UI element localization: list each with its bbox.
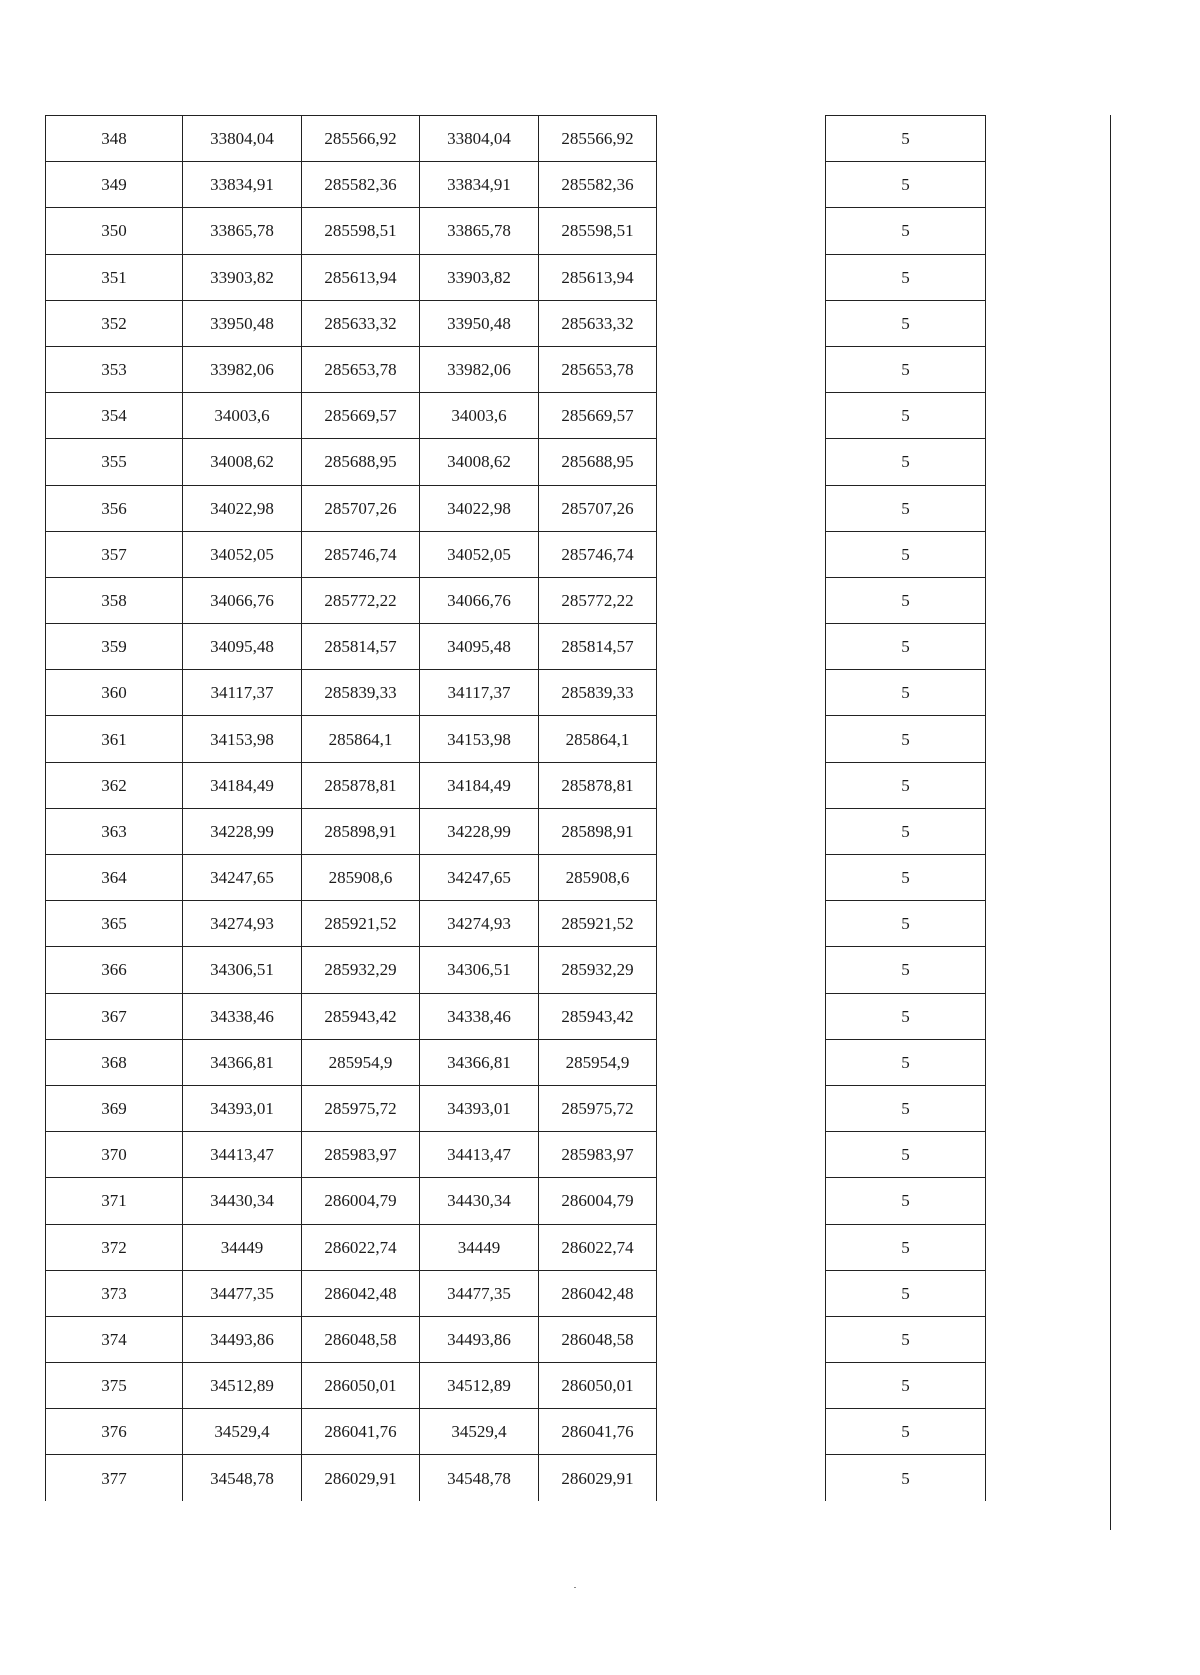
- x-coordinate-cell: 34306,51: [183, 947, 302, 993]
- point-number-cell: 357: [46, 531, 183, 577]
- accuracy-cell: 5: [826, 531, 986, 577]
- y-coordinate-cell: 285746,74: [302, 531, 420, 577]
- y-coordinate-cell: 286050,01: [302, 1363, 420, 1409]
- table-row: [826, 1409, 986, 1455]
- table-row: [826, 393, 986, 439]
- accuracy-cell: 5: [826, 808, 986, 854]
- y-coordinate-cell: 285669,57: [302, 393, 420, 439]
- table-row: [826, 254, 986, 300]
- x-coordinate-cell: 33834,91: [420, 162, 539, 208]
- x-coordinate-cell: 34393,01: [183, 1085, 302, 1131]
- table-row: [826, 1316, 986, 1362]
- accuracy-cell: 5: [826, 162, 986, 208]
- table-row: [46, 1132, 657, 1178]
- point-number-cell: 370: [46, 1132, 183, 1178]
- point-number-cell: 355: [46, 439, 183, 485]
- x-coordinate-cell: 34477,35: [183, 1270, 302, 1316]
- accuracy-cell: 5: [826, 1270, 986, 1316]
- y-coordinate-cell: 285932,29: [302, 947, 420, 993]
- point-number-cell: 349: [46, 162, 183, 208]
- x-coordinate-cell: 33982,06: [420, 346, 539, 392]
- table-row: [46, 1039, 657, 1085]
- point-number-cell: 356: [46, 485, 183, 531]
- y-coordinate-cell: 285613,94: [302, 254, 420, 300]
- y-coordinate-cell: 285921,52: [302, 901, 420, 947]
- accuracy-cell: 5: [826, 1224, 986, 1270]
- y-coordinate-cell: 285633,32: [302, 300, 420, 346]
- y-coordinate-cell: 285839,33: [302, 670, 420, 716]
- coordinates-table-body: [46, 116, 657, 1502]
- x-coordinate-cell: 34247,65: [420, 855, 539, 901]
- x-coordinate-cell: 34184,49: [420, 762, 539, 808]
- accuracy-cell: 5: [826, 1132, 986, 1178]
- y-coordinate-cell: 285707,26: [539, 485, 657, 531]
- right-border-line: [1110, 115, 1111, 1530]
- point-number-cell: 353: [46, 346, 183, 392]
- y-coordinate-cell: 286042,48: [302, 1270, 420, 1316]
- table-row: [826, 901, 986, 947]
- point-number-cell: 376: [46, 1409, 183, 1455]
- x-coordinate-cell: 33804,04: [420, 116, 539, 162]
- table-row: [826, 300, 986, 346]
- y-coordinate-cell: 286041,76: [539, 1409, 657, 1455]
- y-coordinate-cell: 285908,6: [302, 855, 420, 901]
- accuracy-cell: 5: [826, 855, 986, 901]
- y-coordinate-cell: 285943,42: [539, 993, 657, 1039]
- y-coordinate-cell: 285983,97: [539, 1132, 657, 1178]
- accuracy-cell: 5: [826, 116, 986, 162]
- y-coordinate-cell: 286048,58: [302, 1316, 420, 1362]
- accuracy-cell: 5: [826, 624, 986, 670]
- x-coordinate-cell: 34228,99: [183, 808, 302, 854]
- y-coordinate-cell: 285975,72: [539, 1085, 657, 1131]
- table-row: [826, 116, 986, 162]
- accuracy-cell: 5: [826, 439, 986, 485]
- table-row: [826, 1224, 986, 1270]
- table-row: [46, 393, 657, 439]
- y-coordinate-cell: 285983,97: [302, 1132, 420, 1178]
- x-coordinate-cell: 34430,34: [420, 1178, 539, 1224]
- point-number-cell: 377: [46, 1455, 183, 1501]
- table-row: [826, 808, 986, 854]
- y-coordinate-cell: 286042,48: [539, 1270, 657, 1316]
- table-row: [826, 1363, 986, 1409]
- x-coordinate-cell: 34393,01: [420, 1085, 539, 1131]
- x-coordinate-cell: 34449: [183, 1224, 302, 1270]
- table-row: [46, 1085, 657, 1131]
- y-coordinate-cell: 285566,92: [302, 116, 420, 162]
- coordinates-table: [45, 115, 657, 1501]
- point-number-cell: 372: [46, 1224, 183, 1270]
- table-row: [46, 1270, 657, 1316]
- table-row: [46, 947, 657, 993]
- point-number-cell: 363: [46, 808, 183, 854]
- y-coordinate-cell: 286004,79: [302, 1178, 420, 1224]
- x-coordinate-cell: 34430,34: [183, 1178, 302, 1224]
- x-coordinate-cell: 34548,78: [183, 1455, 302, 1501]
- y-coordinate-cell: 285839,33: [539, 670, 657, 716]
- accuracy-cell: 5: [826, 577, 986, 623]
- point-number-cell: 359: [46, 624, 183, 670]
- x-coordinate-cell: 34477,35: [420, 1270, 539, 1316]
- table-row: [46, 716, 657, 762]
- accuracy-cell: 5: [826, 670, 986, 716]
- accuracy-table-body: [826, 116, 986, 1502]
- y-coordinate-cell: 285582,36: [539, 162, 657, 208]
- table-row: [46, 670, 657, 716]
- table-row: [46, 346, 657, 392]
- y-coordinate-cell: 285653,78: [302, 346, 420, 392]
- table-row: [826, 162, 986, 208]
- accuracy-cell: 5: [826, 300, 986, 346]
- accuracy-cell: 5: [826, 254, 986, 300]
- table-row: [46, 1363, 657, 1409]
- table-row: [826, 485, 986, 531]
- point-number-cell: 364: [46, 855, 183, 901]
- accuracy-cell: 5: [826, 1455, 986, 1501]
- x-coordinate-cell: 34413,47: [183, 1132, 302, 1178]
- table-row: [46, 901, 657, 947]
- y-coordinate-cell: 285954,9: [302, 1039, 420, 1085]
- table-row: [826, 439, 986, 485]
- y-coordinate-cell: 285898,91: [539, 808, 657, 854]
- table-row: [826, 624, 986, 670]
- point-number-cell: 358: [46, 577, 183, 623]
- y-coordinate-cell: 285746,74: [539, 531, 657, 577]
- accuracy-cell: 5: [826, 1178, 986, 1224]
- accuracy-cell: 5: [826, 1085, 986, 1131]
- x-coordinate-cell: 34548,78: [420, 1455, 539, 1501]
- x-coordinate-cell: 34413,47: [420, 1132, 539, 1178]
- point-number-cell: 373: [46, 1270, 183, 1316]
- table-row: [46, 1316, 657, 1362]
- table-row: [46, 1178, 657, 1224]
- point-number-cell: 365: [46, 901, 183, 947]
- x-coordinate-cell: 33865,78: [420, 208, 539, 254]
- x-coordinate-cell: 34184,49: [183, 762, 302, 808]
- y-coordinate-cell: 285598,51: [302, 208, 420, 254]
- table-row: [46, 1455, 657, 1501]
- x-coordinate-cell: 34153,98: [183, 716, 302, 762]
- x-coordinate-cell: 33982,06: [183, 346, 302, 392]
- point-number-cell: 368: [46, 1039, 183, 1085]
- x-coordinate-cell: 34095,48: [420, 624, 539, 670]
- accuracy-cell: 5: [826, 762, 986, 808]
- table-row: [826, 670, 986, 716]
- x-coordinate-cell: 34153,98: [420, 716, 539, 762]
- y-coordinate-cell: 285864,1: [539, 716, 657, 762]
- x-coordinate-cell: 33903,82: [420, 254, 539, 300]
- x-coordinate-cell: 34003,6: [420, 393, 539, 439]
- y-coordinate-cell: 285975,72: [302, 1085, 420, 1131]
- table-row: [46, 762, 657, 808]
- x-coordinate-cell: 34338,46: [420, 993, 539, 1039]
- y-coordinate-cell: 285908,6: [539, 855, 657, 901]
- table-row: [826, 531, 986, 577]
- table-row: [46, 577, 657, 623]
- x-coordinate-cell: 34512,89: [420, 1363, 539, 1409]
- x-coordinate-cell: 34274,93: [183, 901, 302, 947]
- point-number-cell: 362: [46, 762, 183, 808]
- point-number-cell: 361: [46, 716, 183, 762]
- y-coordinate-cell: 285898,91: [302, 808, 420, 854]
- x-coordinate-cell: 33804,04: [183, 116, 302, 162]
- table-row: [826, 1178, 986, 1224]
- x-coordinate-cell: 34512,89: [183, 1363, 302, 1409]
- y-coordinate-cell: 285707,26: [302, 485, 420, 531]
- table-row: [46, 116, 657, 162]
- table-row: [826, 1455, 986, 1501]
- point-number-cell: 371: [46, 1178, 183, 1224]
- accuracy-cell: 5: [826, 1316, 986, 1362]
- x-coordinate-cell: 34338,46: [183, 993, 302, 1039]
- y-coordinate-cell: 285772,22: [302, 577, 420, 623]
- x-coordinate-cell: 34052,05: [420, 531, 539, 577]
- accuracy-cell: 5: [826, 716, 986, 762]
- point-number-cell: 354: [46, 393, 183, 439]
- x-coordinate-cell: 34529,4: [420, 1409, 539, 1455]
- table-row: [826, 1270, 986, 1316]
- accuracy-cell: 5: [826, 1363, 986, 1409]
- point-number-cell: 348: [46, 116, 183, 162]
- y-coordinate-cell: 285772,22: [539, 577, 657, 623]
- table-row: [46, 624, 657, 670]
- accuracy-cell: 5: [826, 393, 986, 439]
- table-row: [46, 1224, 657, 1270]
- x-coordinate-cell: 34493,86: [420, 1316, 539, 1362]
- y-coordinate-cell: 285653,78: [539, 346, 657, 392]
- table-row: [46, 993, 657, 1039]
- y-coordinate-cell: 286029,91: [302, 1455, 420, 1501]
- accuracy-cell: 5: [826, 901, 986, 947]
- y-coordinate-cell: 285932,29: [539, 947, 657, 993]
- x-coordinate-cell: 34066,76: [420, 577, 539, 623]
- accuracy-cell: 5: [826, 947, 986, 993]
- y-coordinate-cell: 285921,52: [539, 901, 657, 947]
- point-number-cell: 374: [46, 1316, 183, 1362]
- y-coordinate-cell: 285943,42: [302, 993, 420, 1039]
- x-coordinate-cell: 34066,76: [183, 577, 302, 623]
- accuracy-cell: 5: [826, 1409, 986, 1455]
- table-row: [46, 300, 657, 346]
- y-coordinate-cell: 285582,36: [302, 162, 420, 208]
- x-coordinate-cell: 34117,37: [420, 670, 539, 716]
- y-coordinate-cell: 286004,79: [539, 1178, 657, 1224]
- x-coordinate-cell: 34008,62: [420, 439, 539, 485]
- x-coordinate-cell: 33903,82: [183, 254, 302, 300]
- table-row: [826, 855, 986, 901]
- point-number-cell: 352: [46, 300, 183, 346]
- y-coordinate-cell: 285613,94: [539, 254, 657, 300]
- y-coordinate-cell: 285814,57: [302, 624, 420, 670]
- x-coordinate-cell: 34366,81: [183, 1039, 302, 1085]
- y-coordinate-cell: 285633,32: [539, 300, 657, 346]
- y-coordinate-cell: 285688,95: [539, 439, 657, 485]
- point-number-cell: 351: [46, 254, 183, 300]
- x-coordinate-cell: 34003,6: [183, 393, 302, 439]
- accuracy-cell: 5: [826, 208, 986, 254]
- x-coordinate-cell: 34493,86: [183, 1316, 302, 1362]
- x-coordinate-cell: 34306,51: [420, 947, 539, 993]
- table-row: [46, 855, 657, 901]
- table-row: [46, 208, 657, 254]
- table-row: [826, 993, 986, 1039]
- table-row: [826, 346, 986, 392]
- table-row: [46, 162, 657, 208]
- x-coordinate-cell: 33950,48: [420, 300, 539, 346]
- table-row: [46, 808, 657, 854]
- y-coordinate-cell: 286022,74: [302, 1224, 420, 1270]
- table-row: [826, 577, 986, 623]
- y-coordinate-cell: 285878,81: [302, 762, 420, 808]
- x-coordinate-cell: 34022,98: [183, 485, 302, 531]
- x-coordinate-cell: 34022,98: [420, 485, 539, 531]
- y-coordinate-cell: 286029,91: [539, 1455, 657, 1501]
- x-coordinate-cell: 33834,91: [183, 162, 302, 208]
- point-number-cell: 367: [46, 993, 183, 1039]
- x-coordinate-cell: 34008,62: [183, 439, 302, 485]
- accuracy-cell: 5: [826, 485, 986, 531]
- accuracy-table: [825, 115, 986, 1501]
- y-coordinate-cell: 285566,92: [539, 116, 657, 162]
- x-coordinate-cell: 34274,93: [420, 901, 539, 947]
- x-coordinate-cell: 34366,81: [420, 1039, 539, 1085]
- y-coordinate-cell: 286041,76: [302, 1409, 420, 1455]
- x-coordinate-cell: 34529,4: [183, 1409, 302, 1455]
- table-row: [826, 716, 986, 762]
- x-coordinate-cell: 34247,65: [183, 855, 302, 901]
- table-row: [826, 208, 986, 254]
- scan-speck: [574, 1587, 576, 1588]
- accuracy-cell: 5: [826, 346, 986, 392]
- y-coordinate-cell: 285814,57: [539, 624, 657, 670]
- table-row: [826, 1039, 986, 1085]
- accuracy-cell: 5: [826, 1039, 986, 1085]
- table-row: [46, 254, 657, 300]
- table-row: [46, 439, 657, 485]
- y-coordinate-cell: 286022,74: [539, 1224, 657, 1270]
- y-coordinate-cell: 285669,57: [539, 393, 657, 439]
- x-coordinate-cell: 33865,78: [183, 208, 302, 254]
- point-number-cell: 366: [46, 947, 183, 993]
- point-number-cell: 350: [46, 208, 183, 254]
- y-coordinate-cell: 285954,9: [539, 1039, 657, 1085]
- y-coordinate-cell: 286050,01: [539, 1363, 657, 1409]
- x-coordinate-cell: 34052,05: [183, 531, 302, 577]
- x-coordinate-cell: 34449: [420, 1224, 539, 1270]
- table-row: [46, 531, 657, 577]
- y-coordinate-cell: 286048,58: [539, 1316, 657, 1362]
- table-row: [46, 485, 657, 531]
- table-row: [826, 947, 986, 993]
- table-row: [826, 762, 986, 808]
- x-coordinate-cell: 34095,48: [183, 624, 302, 670]
- table-row: [46, 1409, 657, 1455]
- x-coordinate-cell: 34228,99: [420, 808, 539, 854]
- point-number-cell: 375: [46, 1363, 183, 1409]
- y-coordinate-cell: 285598,51: [539, 208, 657, 254]
- point-number-cell: 360: [46, 670, 183, 716]
- table-row: [826, 1085, 986, 1131]
- point-number-cell: 369: [46, 1085, 183, 1131]
- accuracy-cell: 5: [826, 993, 986, 1039]
- table-row: [826, 1132, 986, 1178]
- y-coordinate-cell: 285688,95: [302, 439, 420, 485]
- y-coordinate-cell: 285878,81: [539, 762, 657, 808]
- y-coordinate-cell: 285864,1: [302, 716, 420, 762]
- x-coordinate-cell: 33950,48: [183, 300, 302, 346]
- x-coordinate-cell: 34117,37: [183, 670, 302, 716]
